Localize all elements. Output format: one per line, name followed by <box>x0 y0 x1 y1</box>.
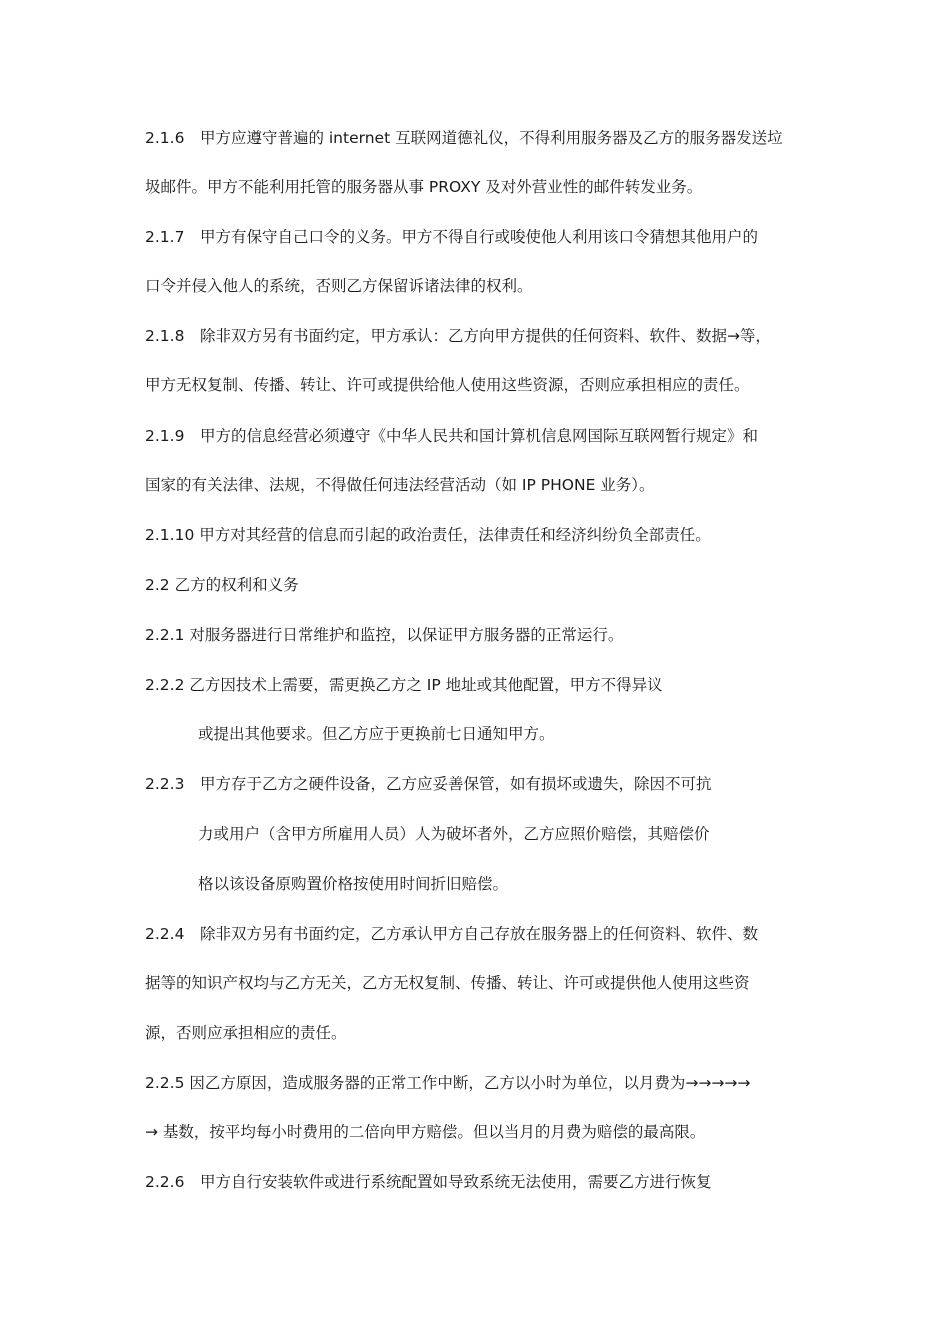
clause-2-1-6-line-1: 2.1.6 甲方应遵守普遍的 internet 互联网道德礼仪，不得利用服务器及乙方的服务器发送垃 <box>145 129 783 147</box>
section-2-2-heading: 2.2 乙方的权利和义务 <box>145 576 299 594</box>
clause-2-2-5-line-2: → 基数，按平均每小时费用的二倍向甲方赔偿。但以当月的月费为赔偿的最高限。 <box>145 1123 706 1141</box>
clause-2-1-7-line-1: 2.1.7 甲方有保守自己口令的义务。甲方不得自行或唆使他人利用该口令猜想其他用户的 <box>145 228 758 246</box>
clause-2-1-6-line-2: 圾邮件。甲方不能利用托管的服务器从事 PROXY 及对外营业性的邮件转发业务。 <box>145 178 703 196</box>
clause-2-1-9-line-2: 国家的有关法律、法规，不得做任何违法经营活动（如 IP PHONE 业务）。 <box>145 476 655 494</box>
clause-2-1-7-line-2: 口令并侵入他人的系统，否则乙方保留诉诸法律的权利。 <box>145 277 533 295</box>
clause-2-2-2-line-2: 或提出其他要求。但乙方应于更换前七日通知甲方。 <box>198 725 555 743</box>
clause-2-2-5-line-1: 2.2.5 因乙方原因，造成服务器的正常工作中断，乙方以小时为单位，以月费为→→→→→ <box>145 1074 751 1092</box>
clause-2-1-8-line-1: 2.1.8 除非双方另有书面约定，甲方承认：乙方向甲方提供的任何资料、软件、数据→等， <box>145 327 771 345</box>
clause-2-2-3-line-1: 2.2.3 甲方存于乙方之硬件设备，乙方应妥善保管，如有损坏或遗失，除因不可抗 <box>145 775 712 793</box>
clause-2-2-4-line-2: 据等的知识产权均与乙方无关，乙方无权复制、传播、转让、许可或提供他人使用这些资 <box>145 974 750 992</box>
clause-2-2-4-line-3: 源，否则应承担相应的责任。 <box>145 1024 347 1042</box>
clause-2-1-10: 2.1.10 甲方对其经营的信息而引起的政治责任，法律责任和经济纠纷负全部责任。 <box>145 526 711 544</box>
clause-2-2-1: 2.2.1 对服务器进行日常维护和监控，以保证甲方服务器的正常运行。 <box>145 626 624 644</box>
clause-2-2-6-line-1: 2.2.6 甲方自行安装软件或进行系统配置如导致系统无法使用，需要乙方进行恢复 <box>145 1173 712 1191</box>
clause-2-1-8-line-2: 甲方无权复制、传播、转让、许可或提供给他人使用这些资源，否则应承担相应的责任。 <box>145 376 750 394</box>
clause-2-2-3-line-2: 力或用户（含甲方所雇用人员）人为破坏者外，乙方应照价赔偿，其赔偿价 <box>198 825 710 843</box>
clause-2-2-4-line-1: 2.2.4 除非双方另有书面约定，乙方承认甲方自己存放在服务器上的任何资料、软件、数 <box>145 925 758 943</box>
clause-2-2-3-line-3: 格以该设备原购置价格按使用时间折旧赔偿。 <box>198 875 509 893</box>
clause-2-1-9-line-1: 2.1.9 甲方的信息经营必须遵守《中华人民共和国计算机信息网国际互联网暂行规定》和 <box>145 427 758 445</box>
clause-2-2-2-line-1: 2.2.2 乙方因技术上需要，需更换乙方之 IP 地址或其他配置，甲方不得异议 <box>145 676 663 694</box>
